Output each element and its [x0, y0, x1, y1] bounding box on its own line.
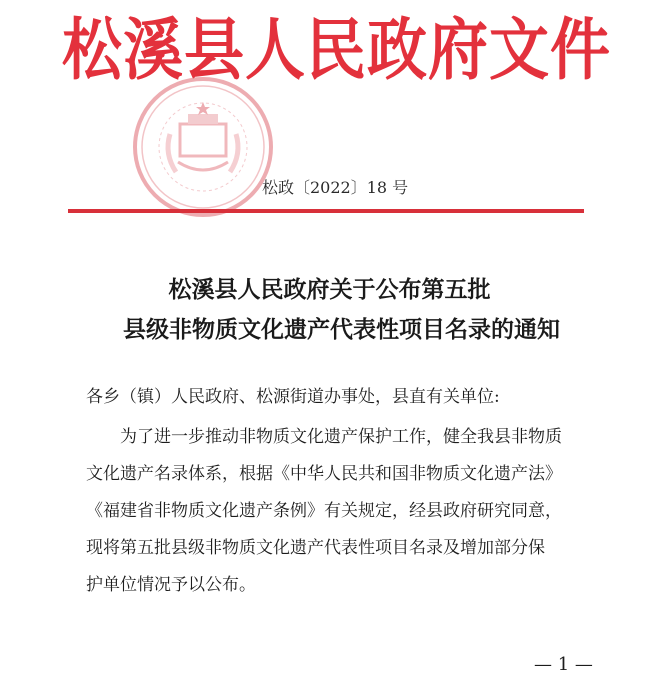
body-line: 现将第五批县级非物质文化遗产代表性项目名录及增加部分保	[86, 538, 545, 558]
page-number: — 1 —	[534, 654, 593, 675]
notice-title-line-1: 松溪县人民政府关于公布第五批	[168, 276, 491, 303]
body-line: 为了进一步推动非物质文化遗产保护工作，健全我县非物质	[120, 427, 562, 447]
notice-title-line-2: 县级非物质文化遗产代表性项目名录的通知	[123, 316, 560, 343]
issuer-header-title: 松溪县人民政府文件	[62, 11, 611, 91]
salutation: 各乡（镇）人民政府、松源街道办事处，县直有关单位:	[86, 387, 500, 407]
body-line: 《福建省非物质文化遗产条例》有关规定，经县政府研究同意，	[86, 501, 562, 521]
official-seal-icon	[130, 74, 276, 220]
body-line: 护单位情况予以公布。	[86, 575, 256, 595]
body-line: 文化遗产名录体系，根据《中华人民共和国非物质文化遗产法》	[86, 464, 562, 484]
document-number: 松政〔2022〕18 号	[262, 178, 409, 197]
red-divider	[68, 209, 584, 213]
